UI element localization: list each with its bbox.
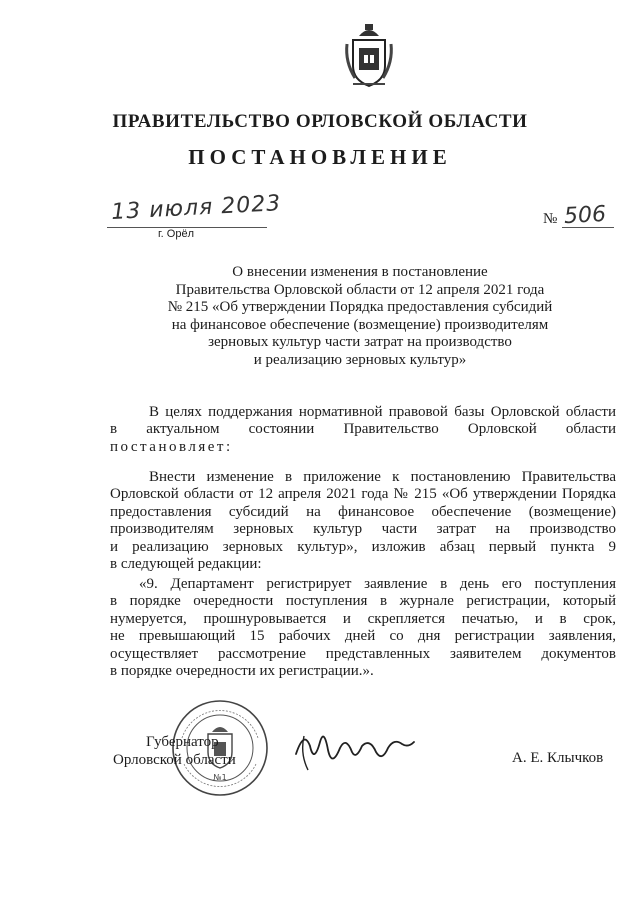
subject-line: О внесении изменения в постановление — [232, 264, 488, 280]
main-line: Внести изменение в приложение к постановлению Правительства — [149, 469, 616, 485]
preamble-line: В целях поддержания нормативной правовой базы Орловской области — [149, 404, 616, 420]
quote-line: не превышающий 15 рабочих дней со дня регистрации заявления, — [110, 628, 616, 645]
signatory-position — [113, 734, 236, 769]
quote-line: «9. Департамент регистрирует заявление в день его поступления — [139, 576, 616, 592]
number-underline — [562, 227, 614, 228]
subject-line: и реализацию зерновых культур» — [253, 351, 467, 368]
main-paragraph — [110, 469, 616, 573]
government-title: ПРАВИТЕЛЬСТВО ОРЛОВСКОЙ ОБЛАСТИ — [112, 111, 528, 132]
main-line: предоставления субсидий на финансовое обеспечение (возмещение) — [110, 503, 616, 520]
quote-line: в порядке очередности их регистрации.». — [110, 663, 374, 680]
coat-of-arms-icon — [343, 22, 395, 90]
document-number: 506 — [563, 201, 607, 230]
position-line: Губернатор — [146, 734, 219, 750]
main-line: в следующей редакции: — [110, 556, 262, 573]
quote-line: в порядке очередности поступления в журнале регистрации, который — [110, 593, 616, 610]
preamble-line: в актуальном состоянии Правительство Орловской области — [110, 421, 616, 438]
quote-line: осуществляет рассмотрение представленных заявителем документов — [110, 645, 616, 662]
position-line: Орловской области — [113, 751, 236, 768]
preamble-paragraph — [110, 404, 616, 456]
subject-line: № 215 «Об утверждении Порядка предоставления субсидий — [167, 299, 553, 315]
quote-paragraph — [110, 576, 616, 680]
svg-text:№1: №1 — [213, 773, 227, 782]
document-city: г. Орёл — [158, 228, 194, 240]
main-line: производителям зерновых культур части затрат на производство — [110, 521, 616, 538]
document-subject — [150, 264, 570, 369]
handwritten-signature-icon — [290, 724, 420, 776]
main-line: и реализацию зерновых культур», изложив абзац первый пункта 9 — [110, 538, 616, 555]
number-label: № — [543, 211, 558, 227]
document-date: 13 июля 2023 — [110, 191, 282, 225]
main-line: Орловской области от 12 апреля 2021 года № 215 «Об утверждении Порядка — [110, 486, 616, 503]
subject-line: Правительства Орловской области от 12 апреля 2021 года — [175, 281, 545, 298]
document-type-title: ПОСТАНОВЛЕНИЕ — [188, 145, 452, 169]
preamble-line: постановляет: — [110, 438, 233, 455]
subject-line: зерновых культур части затрат на производство — [208, 334, 512, 350]
quote-line: нумеруется, прошнуровывается и скрепляется печатью, и в срок, — [110, 610, 616, 627]
subject-line: на финансовое обеспечение (возмещение) производителям — [171, 316, 549, 333]
signatory-name: А. Е. Клычков — [512, 750, 604, 766]
